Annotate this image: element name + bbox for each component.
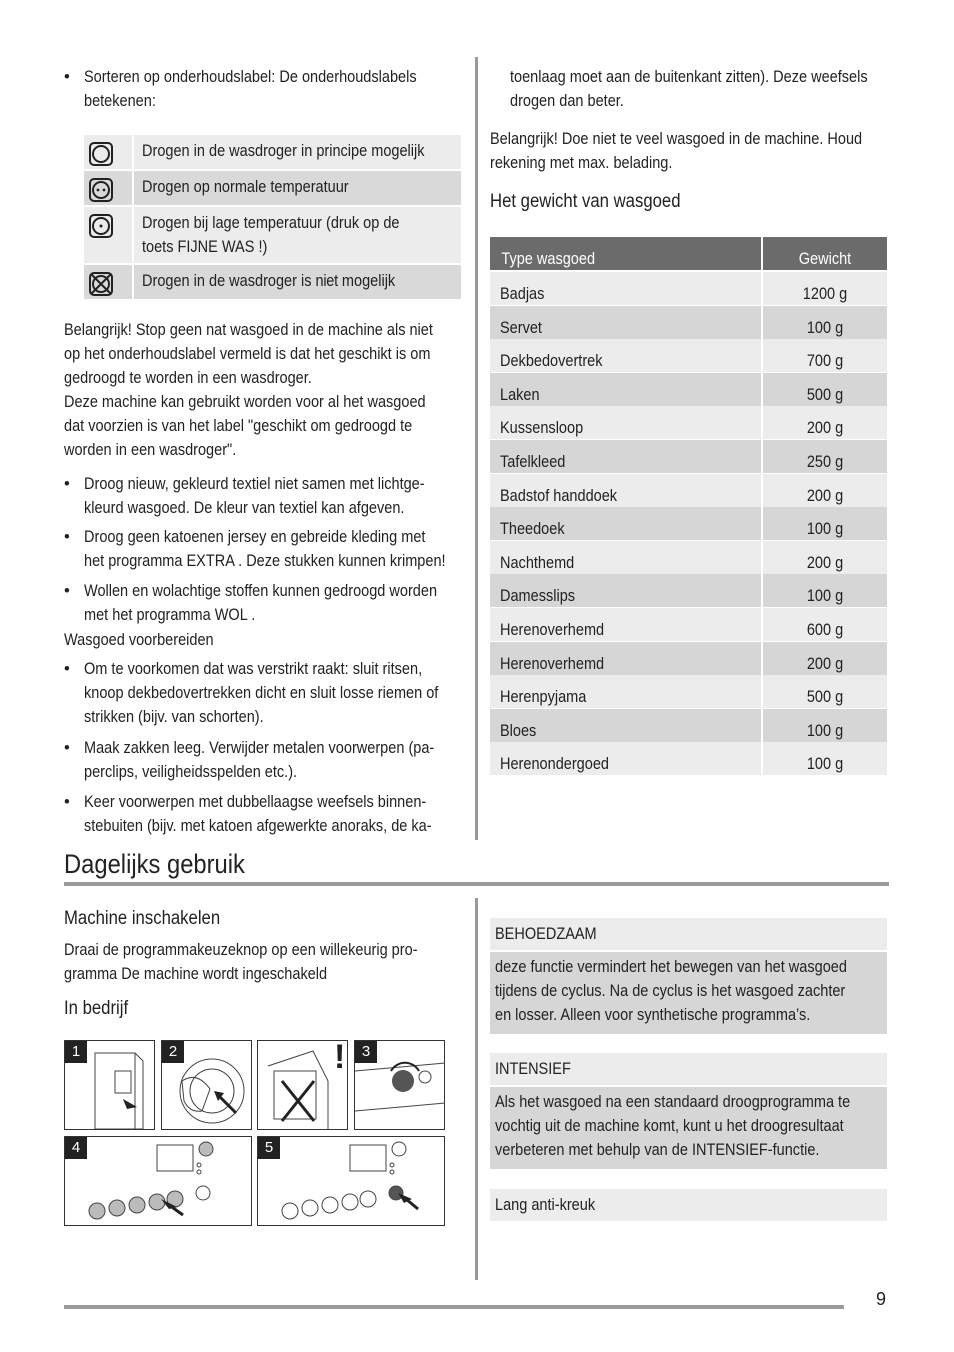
important-paragraph: Belangrijk! Stop geen nat wasgoed in de machine als niet op het onderhoudslabel vermeld is dat het geschikt is om gedroogd te worden in een wasdroger. Deze machine kan gebruikt worden voor al het wasgoed dat voorzien is van het label "geschikt om gedroogd te worden in een wasdroger". bbox=[64, 321, 433, 459]
section-title: Dagelijks gebruik bbox=[64, 849, 245, 879]
continued-text: toenlaag moet aan de buitenkant zitten). Deze weefsels drogen dan beter. bbox=[510, 68, 868, 110]
symbol-row bbox=[84, 265, 461, 299]
operation-heading: In bedrijf bbox=[64, 998, 129, 1019]
do-not-tumble-dry-icon bbox=[84, 265, 134, 299]
symbol-row bbox=[84, 171, 461, 205]
tumble-dry-icon bbox=[84, 135, 134, 169]
machine-heading: Machine inschakelen bbox=[64, 908, 221, 929]
warning-mark: ! bbox=[334, 1040, 346, 1076]
table-row: Herenoverhemd 200 g bbox=[490, 642, 887, 675]
figure-number: 4 bbox=[65, 1137, 87, 1159]
section-rule bbox=[64, 882, 889, 886]
weight-heading: Het gewicht van wasgoed bbox=[490, 191, 681, 212]
table-header-row: Type wasgoed Gewicht bbox=[490, 237, 887, 270]
symbol-row bbox=[84, 207, 461, 263]
table-row: Laken 500 g bbox=[490, 373, 887, 406]
table-row: Bloes 100 g bbox=[490, 709, 887, 742]
bullet-dot: • bbox=[64, 68, 70, 86]
figure-3 bbox=[354, 1040, 445, 1130]
page-number: 9 bbox=[876, 1289, 887, 1309]
table-row: Nachthemd 200 g bbox=[490, 541, 887, 574]
table-row: Damesslips 100 g bbox=[490, 574, 887, 607]
intensief-body: Als het wasgoed na een standaard droogprogramma te vochtig uit de machine komt, kunt u het droogresultaat verbeteren met behulp van de INTENSIEF-functie. bbox=[490, 1087, 887, 1169]
figure-number: 5 bbox=[258, 1137, 280, 1159]
figure-5 bbox=[257, 1136, 445, 1226]
figure-warning bbox=[257, 1040, 348, 1130]
intro-line: Sorteren op onderhoudslabel: De onderhoudslabels bbox=[84, 68, 417, 86]
panel-illustration bbox=[65, 1137, 252, 1226]
tumble-dry-low-icon bbox=[84, 207, 134, 263]
figure-2 bbox=[161, 1040, 252, 1130]
behoedzaam-body: deze functie vermindert het bewegen van het wasgoed tijdens de cyclus. Na de cyclus is het wasgoed zachter en losser. Alleen voor synthetische programma’s. bbox=[490, 952, 887, 1034]
symbol-label: toets FIJNE WAS !) bbox=[142, 238, 268, 256]
prep-heading: Wasgoed voorbereiden bbox=[64, 631, 214, 649]
intensief-title: INTENSIEF bbox=[490, 1053, 887, 1085]
symbol-label: Drogen in de wasdroger is niet mogelijk bbox=[142, 272, 396, 290]
table-row: Herenondergoed 100 g bbox=[490, 742, 887, 775]
important-label: Belangrijk! bbox=[64, 321, 132, 339]
table-row: Dekbedovertrek 700 g bbox=[490, 339, 887, 372]
figure-number: 2 bbox=[162, 1041, 184, 1063]
figure-4 bbox=[64, 1136, 252, 1226]
symbol-label: Drogen bij lage temperatuur (druk op de bbox=[142, 214, 400, 232]
important-paragraph-right: Belangrijk! Doe niet te veel wasgoed in de machine. Houd rekening met max. belading. bbox=[490, 130, 863, 172]
panel-illustration bbox=[258, 1137, 445, 1226]
figure-number: 3 bbox=[355, 1041, 377, 1063]
column-divider bbox=[475, 898, 478, 1280]
table-row: Herenoverhemd 600 g bbox=[490, 608, 887, 641]
important-label: Belangrijk! bbox=[490, 130, 558, 148]
emphasis-niet: niet bbox=[315, 272, 338, 290]
intro-line: betekenen: bbox=[84, 92, 156, 110]
figure-1 bbox=[64, 1040, 155, 1130]
behoedzaam-title: BEHOEDZAAM bbox=[490, 918, 887, 950]
antikreuk-title: Lang anti-kreuk bbox=[490, 1189, 887, 1221]
symbol-label: Drogen op normale temperatuur bbox=[142, 178, 349, 196]
table-row: Herenpyjama 500 g bbox=[490, 675, 887, 708]
table-row: Theedoek 100 g bbox=[490, 507, 887, 540]
symbol-label: Drogen in de wasdroger in principe mogelijk bbox=[142, 142, 425, 160]
table-row: Servet 100 g bbox=[490, 306, 887, 339]
symbol-row bbox=[84, 135, 461, 169]
machine-text: Draai de programmakeuzeknop op een willekeurig pro- gramma De machine wordt ingeschakeld bbox=[64, 941, 418, 983]
table-row: Kussensloop 200 g bbox=[490, 406, 887, 439]
column-divider bbox=[475, 57, 478, 840]
tumble-dry-normal-icon bbox=[84, 171, 134, 205]
footer-rule bbox=[64, 1305, 844, 1309]
table-row: Badjas 1200 g bbox=[490, 272, 887, 305]
table-row: Tafelkleed 250 g bbox=[490, 440, 887, 473]
figure-number: 1 bbox=[65, 1041, 87, 1063]
table-row: Badstof handdoek 200 g bbox=[490, 474, 887, 507]
